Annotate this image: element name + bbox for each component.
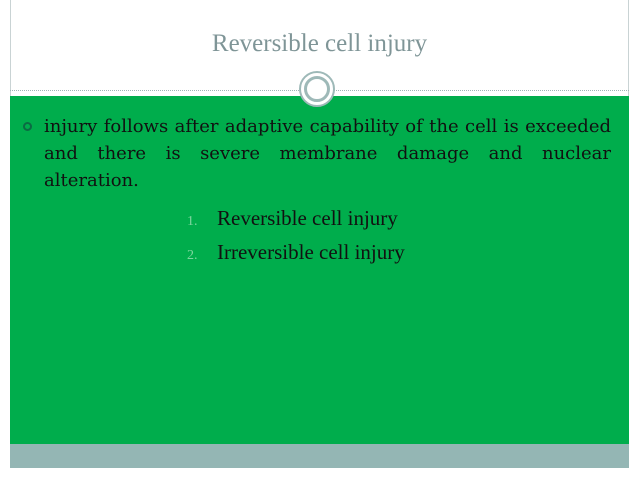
item-number: 1. [187, 214, 198, 229]
numbered-item [187, 206, 398, 231]
bullet-circle-icon [23, 122, 32, 131]
item-label: Irreversible cell injury [217, 240, 405, 264]
item-label: Reversible cell injury [217, 206, 398, 230]
slide-title: Reversible cell injury [211, 30, 428, 57]
footer-bar [10, 444, 629, 468]
numbered-item [187, 240, 405, 265]
circle-ornament-icon [299, 71, 335, 107]
bullet-text: injury follows after adaptive capability of the cell is exceeded and there is severe membrane damage and nuclear alteration. [44, 116, 611, 191]
bullet-item [23, 113, 611, 194]
item-number: 2. [187, 248, 198, 263]
